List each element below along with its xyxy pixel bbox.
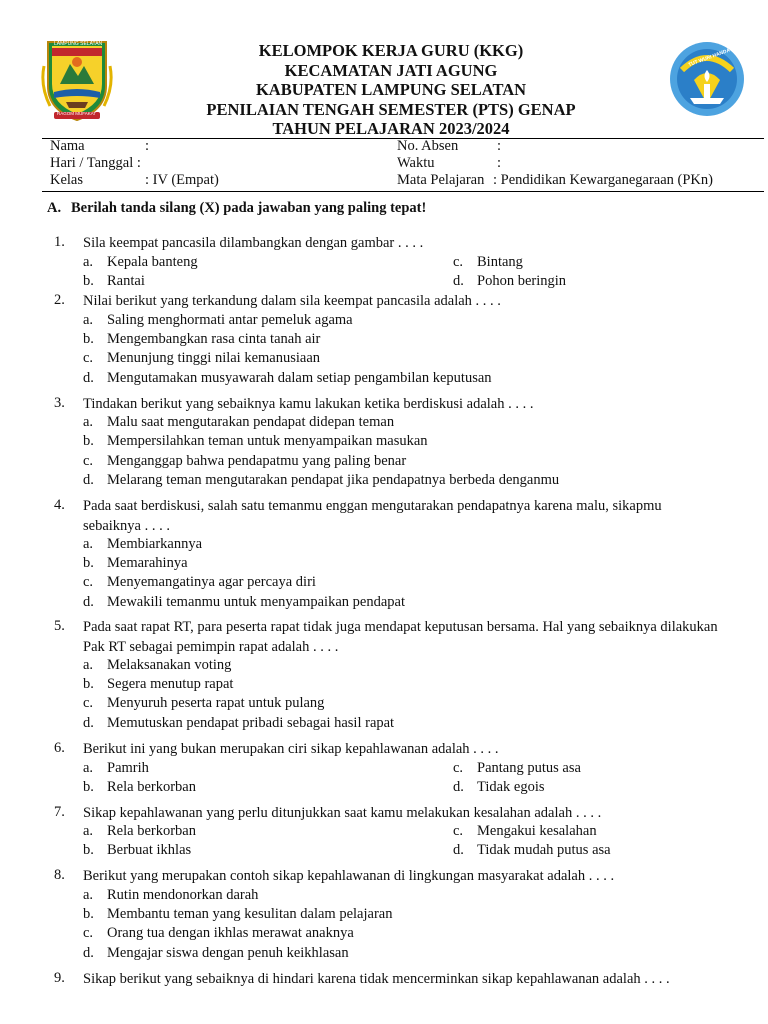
option-letter: a. [83, 657, 94, 673]
option [83, 823, 196, 840]
waktu-colon: : [497, 155, 502, 171]
option [83, 887, 258, 904]
question-number: 5. [54, 618, 65, 634]
option-text: Mewakili temanmu untuk menyampaikan pendapat [107, 594, 405, 610]
question-text: Tindakan berikut yang sebaiknya kamu lakukan ketika berdiskusi adalah . . . . [83, 396, 534, 412]
option [453, 779, 545, 796]
section-title: Berilah tanda silang (X) pada jawaban yang paling tepat! [71, 200, 427, 216]
question-text: Berikut yang merupakan contoh sikap kepahlawanan di lingkungan masyarakat adalah . . . . [83, 868, 615, 884]
question-number: 9. [54, 970, 65, 986]
option-text: Rela berkorban [107, 779, 196, 795]
option [83, 433, 428, 450]
option-text: Segera menutup rapat [107, 676, 234, 692]
question-text: Sikap kepahlawanan yang perlu ditunjukkan saat kamu melakukan kesalahan adalah . . . . [83, 805, 602, 821]
option-letter: b. [83, 676, 94, 692]
section-heading [47, 200, 426, 217]
option [453, 273, 566, 290]
header-line: KABUPATEN LAMPUNG SELATAN [255, 80, 527, 100]
question-number: 8. [54, 867, 65, 883]
option-text: Mempersilahkan teman untuk menyampaikan masukan [107, 433, 428, 449]
lampung-selatan-emblem-icon [40, 36, 114, 122]
document-header [150, 41, 632, 139]
option-letter: a. [83, 414, 94, 430]
mapel-label: Mata Pelajaran [397, 172, 485, 188]
kelas-value: : IV (Empat) [145, 172, 219, 188]
option-text: Mengajar siswa dengan penuh keikhlasan [107, 945, 349, 961]
option [83, 555, 188, 572]
option [453, 760, 581, 777]
option-letter: d. [83, 594, 94, 610]
option [83, 594, 405, 611]
option-text: Mengutamakan musyawarah dalam setiap pengambilan keputusan [107, 370, 492, 386]
option [453, 823, 597, 840]
option-letter: b. [83, 842, 94, 858]
logo-left-motto: RAGOM MUFAKAT [57, 111, 97, 116]
option [83, 453, 406, 470]
question-text: Berikut ini yang bukan merupakan ciri sikap kepahlawanan adalah . . . . [83, 741, 499, 757]
header-line: KELOMPOK KERJA GURU (KKG) [258, 41, 524, 60]
option-text: Melaksanakan voting [107, 657, 232, 673]
option [83, 842, 191, 859]
question-text: Nilai berikut yang terkandung dalam sila keempat pancasila adalah . . . . [83, 293, 501, 309]
nama-colon: : [145, 138, 150, 154]
option-text: Tidak egois [477, 779, 545, 795]
option-letter: d. [453, 842, 464, 858]
option-text: Menyemangatinya agar percaya diri [107, 574, 316, 590]
option-text: Orang tua dengan ikhlas merawat anaknya [107, 925, 354, 941]
option-letter: c. [83, 695, 94, 711]
option-text: Rutin mendonorkan darah [107, 887, 259, 903]
option [83, 695, 324, 712]
option-letter: c. [83, 925, 94, 941]
option-letter: b. [83, 273, 94, 289]
option-text: Saling menghormati antar pemeluk agama [107, 312, 353, 328]
option-letter: d. [83, 715, 94, 731]
question-text: Pada saat rapat RT, para peserta rapat tidak juga mendapat keputusan bersama. Hal yang sebaiknya dilakukan Pak RT sebagai pemimpin rapat adalah . . . . [83, 619, 718, 655]
question-number: 2. [54, 292, 65, 308]
option-letter: c. [453, 254, 464, 270]
option-letter: c. [83, 350, 94, 366]
option-letter: b. [83, 906, 94, 922]
option-letter: a. [83, 887, 94, 903]
option-letter: c. [83, 453, 94, 469]
option [83, 370, 492, 387]
info-divider [42, 191, 764, 192]
option-letter: a. [83, 823, 94, 839]
option-text: Mengembangkan rasa cinta tanah air [107, 331, 321, 347]
option [83, 472, 559, 489]
option [83, 536, 202, 553]
option-text: Menyuruh peserta rapat untuk pulang [107, 695, 325, 711]
option-letter: d. [83, 945, 94, 961]
option-letter: b. [83, 555, 94, 571]
option-text: Mengakui kesalahan [477, 823, 597, 839]
option-text: Membiarkannya [107, 536, 203, 552]
option [453, 842, 611, 859]
option-letter: c. [453, 823, 464, 839]
option [83, 312, 353, 329]
option-text: Melarang teman mengutarakan pendapat jika pendapatnya berbeda denganmu [107, 472, 560, 488]
question-text: Sikap berikut yang sebaiknya di hindari karena tidak mencerminkan sikap kepahlawanan adalah . . . . [83, 971, 670, 987]
option [83, 715, 394, 732]
option [83, 760, 149, 777]
header-line: TAHUN PELAJARAN 2023/2024 [272, 119, 510, 139]
option [83, 676, 233, 693]
option-letter: d. [83, 472, 94, 488]
option-text: Membantu teman yang kesulitan dalam pelajaran [107, 906, 393, 922]
option-text: Rela berkorban [107, 823, 196, 839]
option-text: Menunjung tinggi nilai kemanusiaan [107, 350, 321, 366]
header-line: PENILAIAN TENGAH SEMESTER (PTS) GENAP [206, 99, 576, 119]
option-text: Pamrih [107, 760, 149, 776]
option-letter: a. [83, 312, 94, 328]
option [453, 254, 523, 271]
option-text: Memarahinya [107, 555, 188, 571]
option-text: Berbuat ikhlas [107, 842, 192, 858]
option-text: Tidak mudah putus asa [477, 842, 611, 858]
question-number: 6. [54, 740, 65, 756]
option [83, 331, 320, 348]
option-letter: c. [83, 574, 94, 590]
option [83, 254, 198, 271]
option [83, 657, 231, 674]
option [83, 925, 354, 942]
kelas-label: Kelas [50, 172, 84, 188]
option-text: Kepala banteng [107, 254, 198, 270]
header-line: KECAMATAN JATI AGUNG [284, 60, 498, 80]
option-text: Menganggap bahwa pendapatmu yang paling benar [107, 453, 407, 469]
mapel-value: : Pendidikan Kewarganegaraan (PKn) [493, 172, 713, 188]
section-letter: A. [47, 200, 62, 216]
option-letter: d. [83, 370, 94, 386]
question-text: Sila keempat pancasila dilambangkan dengan gambar . . . . [83, 235, 424, 251]
option-text: Rantai [107, 273, 145, 289]
option [83, 414, 394, 431]
option [83, 779, 196, 796]
option-letter: d. [453, 273, 464, 289]
question-number: 4. [54, 497, 65, 513]
option [83, 350, 320, 367]
option-text: Pantang putus asa [477, 760, 581, 776]
logo-right-label: TUT WURI HANDAYANI [687, 43, 742, 69]
option [83, 574, 316, 591]
question-text: Pada saat berdiskusi, salah satu temanmu enggan mengutarakan pendapatnya karena malu, sikapmu sebaiknya . . . . [83, 498, 662, 534]
option-letter: a. [83, 536, 94, 552]
option-letter: c. [453, 760, 464, 776]
option-letter: b. [83, 779, 94, 795]
question-number: 1. [54, 234, 65, 250]
logo-left-label: LAMPUNG SELATAN [54, 41, 103, 47]
waktu-label: Waktu [397, 155, 435, 171]
option-letter: a. [83, 760, 94, 776]
option-letter: b. [83, 331, 94, 347]
option-text: Memutuskan pendapat pribadi sebagai hasil rapat [107, 715, 395, 731]
option-text: Pohon beringin [477, 273, 567, 289]
option-text: Malu saat mengutarakan pendapat didepan teman [107, 414, 395, 430]
hari-tanggal-label: Hari / Tanggal : [50, 155, 141, 171]
option-letter: a. [83, 254, 94, 270]
option-letter: b. [83, 433, 94, 449]
option [83, 945, 349, 962]
option [83, 906, 392, 923]
option-text: Bintang [477, 254, 523, 270]
option-letter: d. [453, 779, 464, 795]
question-number: 7. [54, 804, 65, 820]
nama-label: Nama [50, 138, 85, 154]
question-number: 3. [54, 395, 65, 411]
absen-label: No. Absen [397, 138, 459, 154]
option [83, 273, 145, 290]
absen-colon: : [497, 138, 502, 154]
